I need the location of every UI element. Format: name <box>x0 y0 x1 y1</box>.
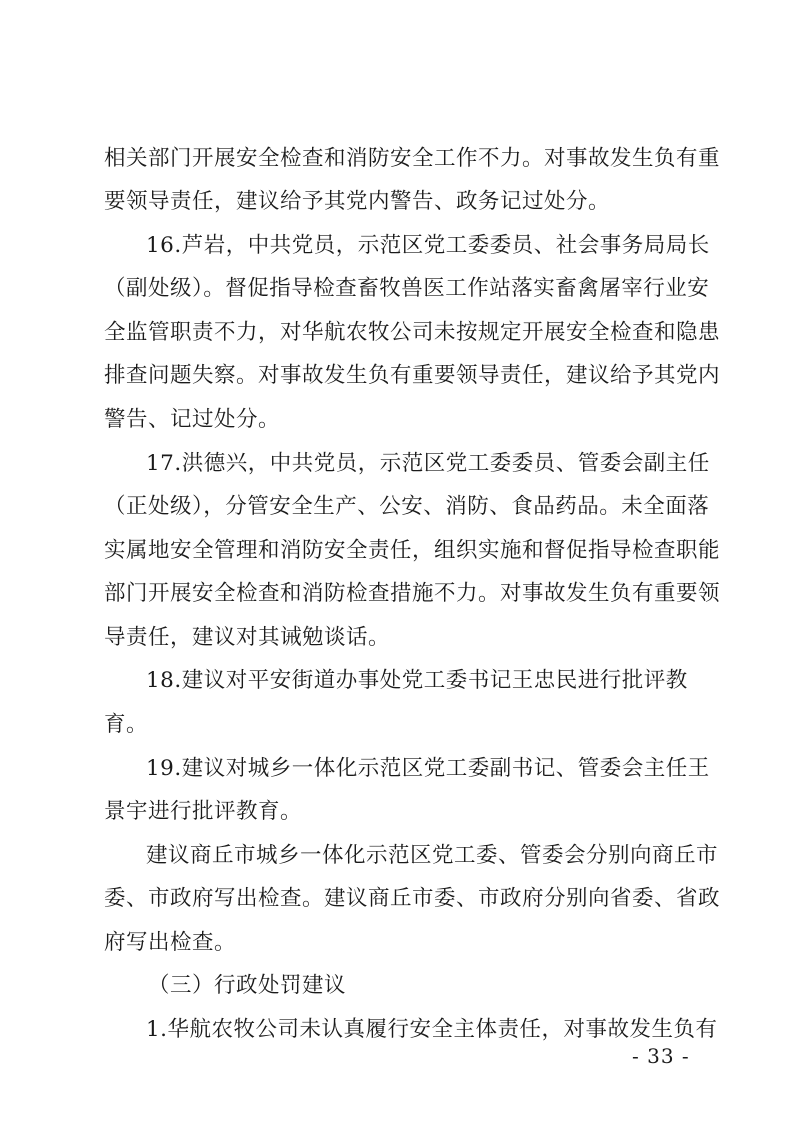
paragraph-16-line: 全监管职责不力，对华航农牧公司未按规定开展安全检查和隐患 <box>104 320 721 345</box>
paragraph-16-line: 16.芦岩，中共党员，示范区党工委委员、社会事务局局长 <box>146 233 710 258</box>
paragraph-17-line: 部门开展安全检查和消防检查措施不力。对事故发生负有重要领 <box>104 581 721 606</box>
paragraph-17-line: 导责任，建议对其诫勉谈话。 <box>104 625 391 650</box>
paragraph-16-line: （副处级）。督促指导检查畜牧兽医工作站落实畜禽屠宰行业安 <box>104 276 710 301</box>
paragraph-17-line: 17.洪德兴，中共党员，示范区党工委委员、管委会副主任 <box>146 451 710 476</box>
paragraph-19-line: 景宇进行批评教育。 <box>104 799 303 824</box>
recommendation-paragraph-line: 委、市政府写出检查。建议商丘市委、市政府分别向省委、省政 <box>104 886 721 911</box>
body-text-line: 要领导责任，建议给予其党内警告、政务记过处分。 <box>104 189 611 214</box>
paragraph-18-line: 18.建议对平安街道办事处党工委书记王忠民进行批评教 <box>146 668 688 693</box>
section-heading: （三）行政处罚建议 <box>148 973 347 998</box>
paragraph-17-line: 实属地安全管理和消防安全责任，组织实施和督促指导检查职能 <box>104 538 721 563</box>
paragraph-17-line: （正处级），分管安全生产、公安、消防、食品药品。未全面落 <box>104 494 710 519</box>
recommendation-paragraph-line: 府写出检查。 <box>104 930 237 955</box>
paragraph-18-line: 育。 <box>104 712 149 737</box>
paragraph-16-line: 警告、记过处分。 <box>104 407 281 432</box>
penalty-item-line: 1.华航农牧公司未认真履行安全主体责任，对事故发生负有 <box>146 1017 718 1042</box>
body-text-line: 相关部门开展安全检查和消防安全工作不力。对事故发生负有重 <box>104 146 721 171</box>
paragraph-19-line: 19.建议对城乡一体化示范区党工委副书记、管委会主任王 <box>146 756 710 781</box>
recommendation-paragraph-line: 建议商丘市城乡一体化示范区党工委、管委会分别向商丘市 <box>146 843 719 868</box>
paragraph-16-line: 排查问题失察。对事故发生负有重要领导责任，建议给予其党内 <box>104 363 721 388</box>
page-number: - 33 - <box>632 1044 690 1068</box>
